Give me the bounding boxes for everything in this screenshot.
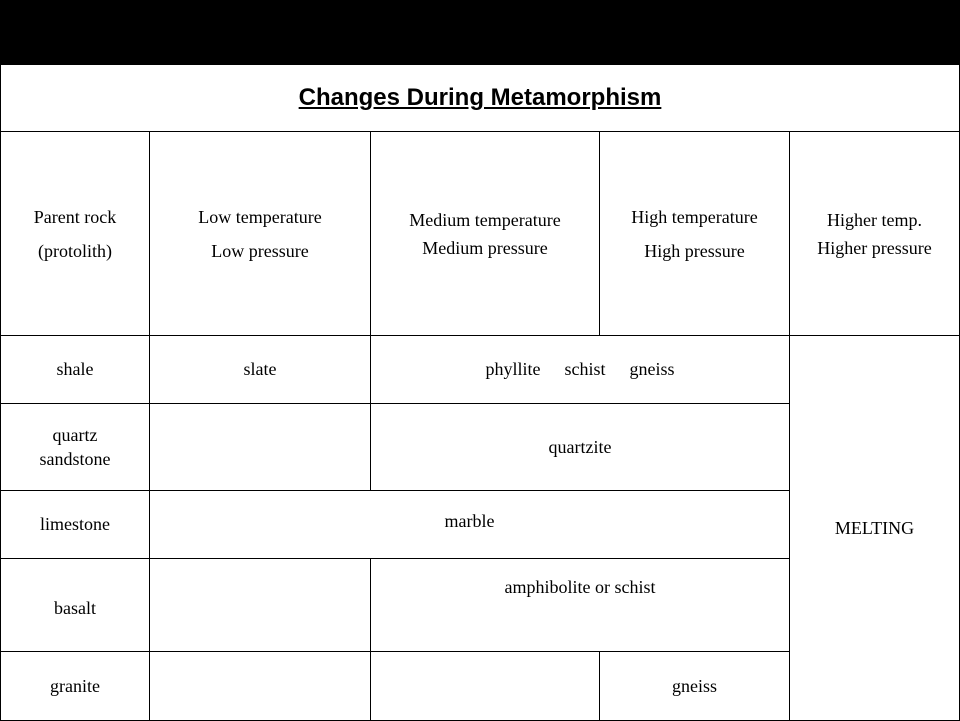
parent-shale: shale: [56, 359, 94, 379]
parent-granite: granite: [50, 675, 100, 696]
marble-text: marble: [444, 511, 495, 531]
row-quartz-parent: [0, 403, 150, 491]
parent-basalt: basalt: [54, 597, 96, 618]
header-high: [599, 131, 790, 336]
header-parent-line1: Parent rock: [33, 206, 117, 227]
parent-sandstone: sandstone: [39, 449, 111, 469]
header-medium: [370, 131, 600, 336]
header-low-line1: Low temperature: [198, 206, 322, 227]
header-higher-line1: Higher temp.: [827, 209, 922, 230]
row-granite-parent: [0, 651, 150, 721]
phyllite-text: phyllite: [485, 359, 541, 379]
melting-text: MELTING: [834, 517, 915, 538]
header-higher-line2: Higher pressure: [817, 237, 932, 258]
row-granite-low-empty: [149, 651, 371, 721]
header-high-line2: High pressure: [644, 240, 745, 261]
parent-limestone: limestone: [40, 514, 110, 534]
row-granite-result: [599, 651, 790, 721]
header-parent-line2: (protolith): [38, 240, 112, 261]
row-limestone-parent: [0, 490, 150, 559]
table-title: Changes During Metamorphism: [298, 84, 662, 111]
row-quartz-low-empty: [149, 403, 371, 491]
header-low-line2: Low pressure: [211, 240, 309, 261]
row-quartz-result: [370, 403, 790, 491]
granite-gneiss-text: gneiss: [672, 675, 717, 696]
header-medium-line2: Medium pressure: [422, 237, 548, 258]
row-shale-progression: [370, 335, 790, 404]
header-medium-line1: Medium temperature: [409, 209, 561, 230]
header-low: [149, 131, 371, 336]
schist-text: schist: [564, 359, 606, 379]
row-granite-medium-empty: [370, 651, 600, 721]
parent-quartz: quartz: [52, 425, 98, 445]
row-limestone-result: [149, 490, 790, 559]
row-shale-low: [149, 335, 371, 404]
header-parent-rock: [0, 131, 150, 336]
row-basalt-low-empty: [149, 558, 371, 652]
row-shale-parent: [0, 335, 150, 404]
slate-text: slate: [243, 359, 277, 379]
slide: [0, 64, 960, 696]
row-basalt-result: [370, 558, 790, 652]
row-basalt-parent: [0, 558, 150, 652]
gneiss-text: gneiss: [629, 359, 675, 379]
table-title-cell: [0, 64, 960, 132]
header-high-line1: High temperature: [631, 206, 758, 227]
amphibolite-text: amphibolite or schist: [504, 577, 656, 597]
header-higher: [789, 131, 960, 336]
melting-cell: [789, 335, 960, 721]
quartzite-text: quartzite: [548, 436, 612, 457]
